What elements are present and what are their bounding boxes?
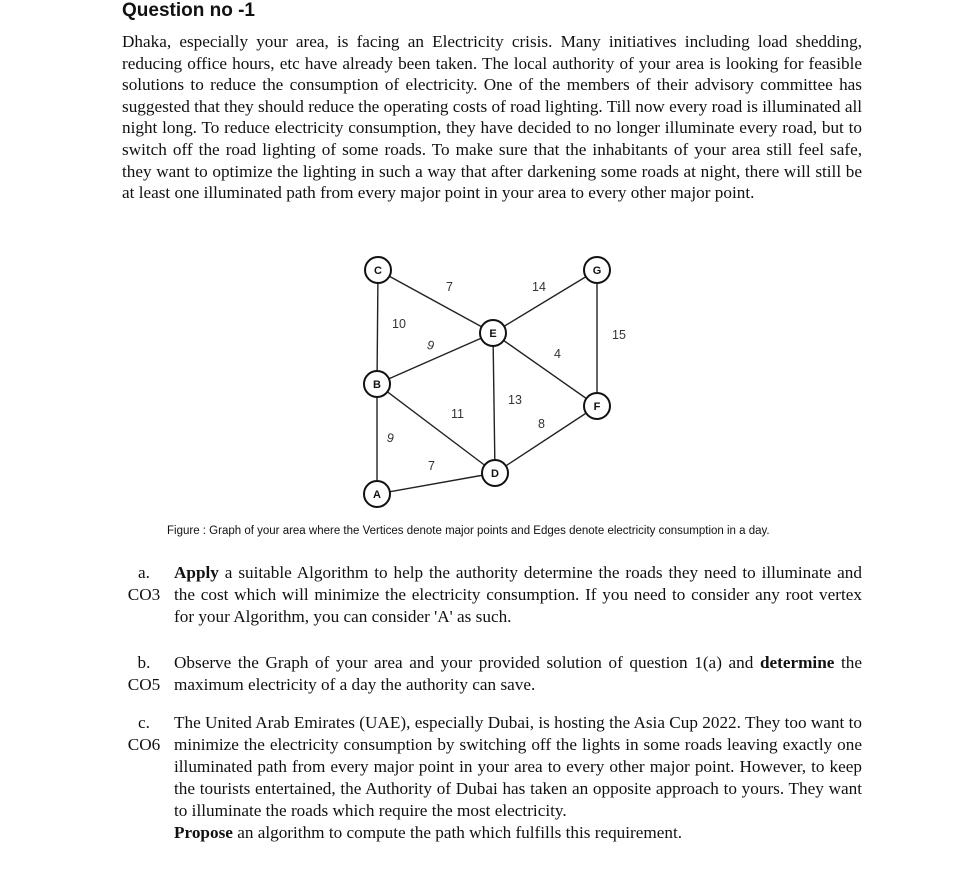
intro-paragraph: Dhaka, especially your area, is facing an Electricity crisis. Many initiatives including load shedding, reducing office hours, etc have already been taken. The local authority of your area is looking for feasible solutions to reduce the consumption of electricity. One of the members of their advisory committee has suggested that they should reduce the operating costs of road lighting. Till now every road is illuminated all night long. To reduce electricity consumption, they have decided to no longer illuminate every road, but to switch off the road lighting of some roads. To make sure that the inhabitants of your area still feel safe, they want to optimize the lighting in such a way that after darkening some roads at night, there will still be at least one illuminated path from every major point in your area to every other major point. (122, 32, 862, 203)
vertex-B (364, 371, 390, 397)
edge-weight-A-D: 7 (428, 459, 435, 473)
road-graph (350, 248, 650, 510)
edge-weight-B-E: 9 (424, 337, 437, 354)
question-c-text2: an algorithm to compute the path which fulfills this requirement. (232, 823, 683, 842)
question-a-text: a suitable Algorithm to help the authority determine the roads they need to illuminate and the cost which will minimize the electricity consumption. If you need to consider any root vertex for your Algorithm, you can consider 'A' as such. (174, 563, 862, 626)
edge-F-D (495, 406, 597, 473)
edge-weight-C-E: 7 (446, 280, 453, 294)
edge-weight-C-B: 10 (392, 317, 406, 331)
question-c-bold: Propose (174, 823, 233, 842)
vertex-E (480, 320, 506, 346)
question-b-letter: b. (137, 653, 151, 672)
question-b-bold: determine (759, 653, 835, 672)
question-b-text-after: the maximum electricity of a day the authority can save. (174, 653, 862, 694)
question-a-co: CO3 (127, 585, 161, 604)
vertex-G (584, 257, 610, 283)
question-b-co: CO5 (127, 675, 161, 694)
vertex-F (584, 393, 610, 419)
vertex-label-A: A (373, 489, 381, 501)
vertex-A (364, 481, 390, 507)
question-c-text: The United Arab Emirates (UAE), especially Dubai, is hosting the Asia Cup 2022. They too want to minimize the electricity consumption by switching off the lights in some roads leaving exactly one illuminated path from every major point in your area to every other major point. However, to keep the tourists entertained, the Authority of Dubai has taken an opposite approach to yours. They want to illuminate the roads which require the most electricity. (174, 713, 862, 820)
edge-C-B (377, 270, 378, 384)
edge-weight-B-D: 11 (451, 407, 464, 421)
question-a-bold: Apply (174, 563, 219, 582)
edge-weight-F-D: 8 (538, 417, 545, 431)
vertex-label-C: C (374, 265, 382, 277)
edge-A-D (377, 473, 495, 494)
graph-edge-weights (385, 280, 626, 473)
edge-B-D (377, 384, 495, 473)
edge-weight-E-F: 4 (554, 347, 561, 361)
edge-weight-G-F: 15 (612, 328, 626, 342)
figure-caption: Figure : Graph of your area where the Vertices denote major points and Edges denote electricity consumption in a day. (167, 525, 770, 537)
vertex-D (482, 460, 508, 486)
question-c-letter: c. (138, 713, 150, 732)
question-a-letter: a. (138, 563, 150, 582)
question-b-text-before: Observe the Graph of your area and your provided solution of question 1(a) and (174, 653, 760, 672)
vertex-label-B: B (373, 379, 381, 391)
question-heading: Question no -1 (122, 0, 255, 21)
graph-edges (377, 270, 597, 494)
edge-weight-B-A: 9 (385, 430, 396, 446)
vertex-label-D: D (491, 468, 499, 480)
edge-weight-E-D: 13 (508, 393, 522, 407)
graph-vertices (364, 257, 610, 507)
edge-E-D (493, 333, 495, 473)
edge-weight-E-G: 14 (532, 280, 546, 294)
vertex-label-F: F (593, 401, 601, 413)
vertex-label-E: E (489, 328, 497, 340)
vertex-label-G: G (592, 265, 602, 277)
question-c-co: CO6 (127, 735, 161, 754)
vertex-C (365, 257, 391, 283)
